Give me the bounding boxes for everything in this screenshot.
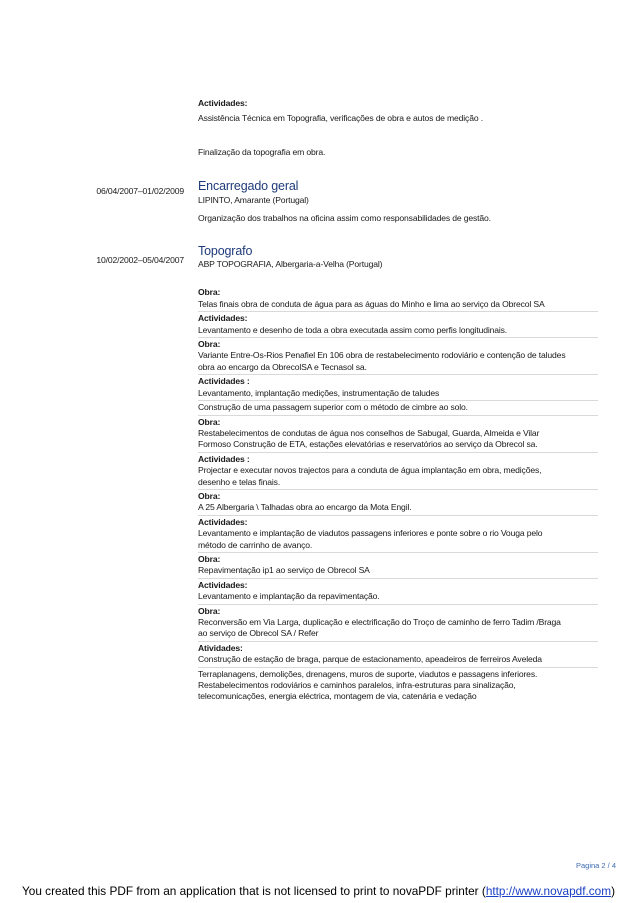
job2-item [198, 286, 598, 310]
item-label: Atividades: [198, 642, 243, 653]
item-text-line: Restabelecimentos rodoviários e caminhos paralelos, infra-estruturas para sinalização, [198, 680, 516, 691]
job2-title: Topografo [198, 244, 253, 259]
item-text-line: Telas finais obra de conduta de água para as águas do Minho e lima ao serviço da Obrecol SA [198, 298, 545, 309]
item-label: Actividades: [198, 313, 248, 324]
job2-item [198, 604, 598, 640]
item-text-line: Repavimentação ip1 ao serviço de Obrecol SA [198, 565, 370, 576]
job2-item [198, 337, 598, 373]
item-text-line: Construção de uma passagem superior com o método de cimbre ao solo. [198, 402, 468, 413]
item-text-line: ao serviço de Obrecol SA / Refer [198, 628, 319, 639]
item-label: Obra: [198, 416, 221, 427]
job2-item [198, 667, 598, 703]
item-label: Obra: [198, 339, 221, 350]
item-text-line: Projectar e executar novos trajectos para a conduta de água implantação em obra, medições, [198, 465, 542, 476]
job1-description: Organização dos trabalhos na oficina assim como responsabilidades de gestão. [198, 212, 491, 223]
item-text-line: obra ao encargo da ObrecolSA e Tecnasol sa. [198, 361, 367, 372]
item-text-line: Levantamento e implantação da repavimentação. [198, 591, 380, 602]
novapdf-link[interactable]: http://www.novapdf.com [485, 884, 612, 898]
item-text-line: Terraplanagens, demolições, drenagens, muros de suporte, viadutos e passagens inferiores. [198, 668, 538, 679]
item-text-line: Restabelecimentos de condutas de água nos conselhos de Sabugal, Guarda, Almeida e Vilar [198, 427, 540, 438]
item-text-line: Levantamento e implantação de viadutos passagens inferiores e ponte sobre o rio Vouga pelo [198, 528, 543, 539]
job2-item [198, 415, 598, 451]
item-text-line: A 25 Albergaria \ Talhadas obra ao encargo da Mota Engil. [198, 502, 412, 513]
item-text-line: Levantamento e desenho de toda a obra executada assim como perfis longitudinais. [198, 324, 508, 335]
item-label: Actividades: [198, 516, 248, 527]
footer-text-end: ) [611, 884, 615, 898]
cv-content [198, 98, 598, 703]
item-text-line: método de carrinho de avanço. [198, 539, 313, 550]
job2-date: 10/02/2002–05/04/2007 [96, 255, 184, 265]
job2-item [198, 641, 598, 666]
job2-item [198, 552, 598, 577]
job1-employer: LIPINTO, Amarante (Portugal) [198, 195, 309, 206]
item-text-line: desenho e telas finais. [198, 476, 281, 487]
activities-line: Assistência Técnica em Topografia, verificações de obra e autos de medição . [198, 113, 483, 124]
item-label: Actividades: [198, 579, 248, 590]
activities-label: Actividades: [198, 98, 248, 108]
activities-line: Finalização da topografia em obra. [198, 146, 326, 157]
job2-items [198, 286, 598, 702]
item-label: Obra: [198, 553, 221, 564]
job2-employer: ABP TOPOGRAFIA, Albergaria-a-Velha (Portugal) [198, 259, 383, 270]
item-label: Actividades : [198, 376, 250, 387]
footer-text: You created this PDF from an application that is not licensed to print to novaPDF printer ( [22, 884, 486, 898]
item-label: Actividades : [198, 453, 250, 464]
item-text-line: Formoso Construção de ETA, estações elevatórias e reservatórios ao serviço da Obrecol sa. [198, 439, 538, 450]
job1-date: 06/04/2007–01/02/2009 [96, 186, 184, 196]
job2-item [198, 489, 598, 514]
job2-item [198, 452, 598, 488]
item-label: Obra: [198, 490, 221, 501]
job2-item [198, 374, 598, 399]
item-text-line: telecomunicações, energia eléctrica, montagem de via, catenária e vedação [198, 691, 477, 702]
footer-notice [22, 884, 615, 898]
item-label: Obra: [198, 605, 221, 616]
item-text-line: Variante Entre-Os-Rios Penafiel En 106 obra de restabelecimento rodoviário e contenção de taludes [198, 350, 566, 361]
item-text-line: Reconversão em Via Larga, duplicação e electrificação do Troço de caminho de ferro Tadim /Braga [198, 617, 561, 627]
job2-item [198, 515, 598, 551]
page-number: Pagina 2 / 4 [575, 861, 616, 870]
item-label: Obra: [198, 287, 221, 298]
job1-title: Encarregado geral [198, 179, 299, 194]
job2-item [198, 311, 598, 336]
job2-item [198, 578, 598, 603]
job2-item [198, 400, 598, 413]
item-text-line: Levantamento, implantação medições, instrumentação de taludes [198, 387, 440, 398]
item-text-line: Construção de estação de braga, parque de estacionamento, apeadeiros de ferreiros Aveleda [198, 654, 542, 665]
